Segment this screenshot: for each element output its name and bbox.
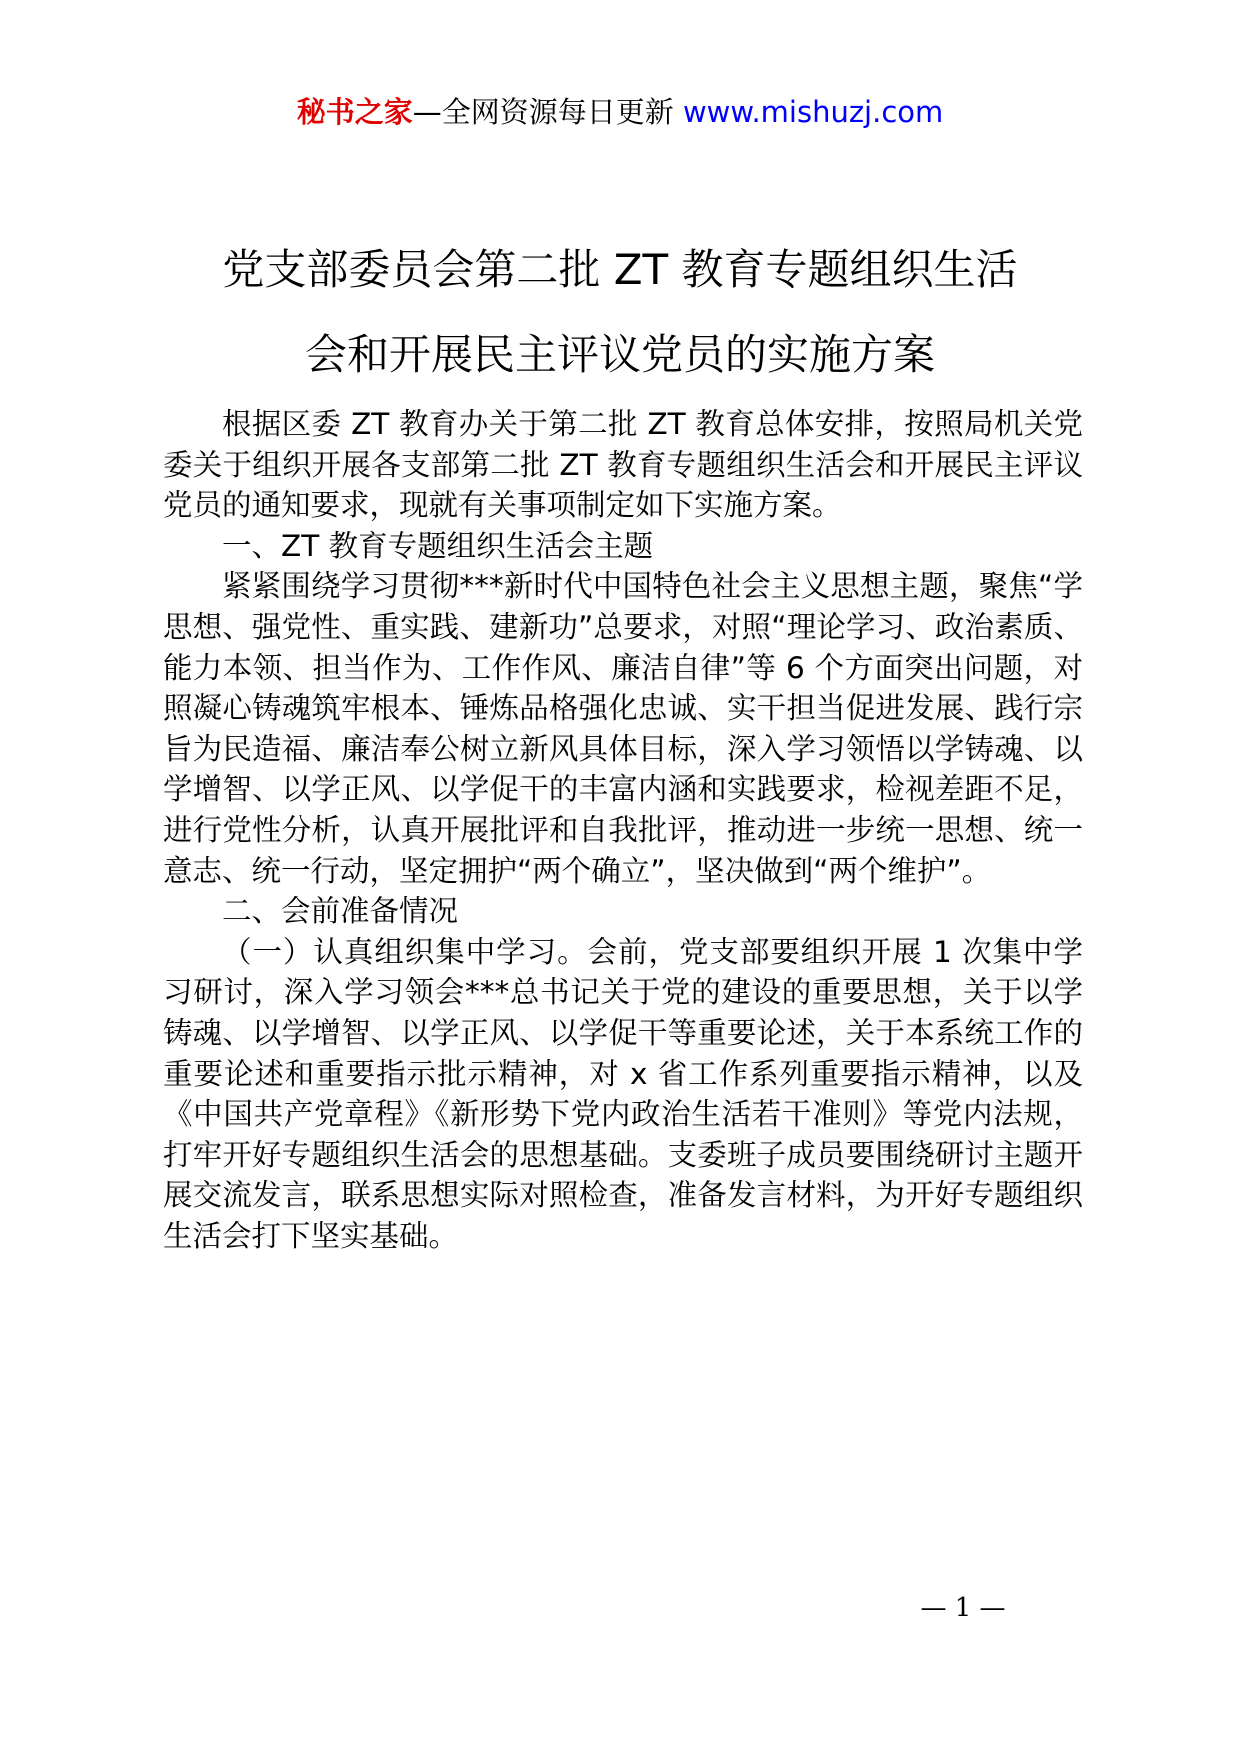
page-number: — 1 —: [920, 1593, 1006, 1623]
site-brand: 秘书之家: [296, 95, 413, 129]
section-heading-1: 一、ZT 教育专题组织生活会主题: [222, 528, 654, 563]
site-header: [0, 92, 1240, 132]
site-tagline: —全网资源每日更新: [412, 95, 683, 129]
site-url[interactable]: www.mishuzj.com: [682, 95, 944, 129]
document-title-line-2: 会和开展民主评议党员的实施方案: [304, 330, 935, 379]
document-title-line-1: 党支部委员会第二批 ZT 教育专题组织生活: [222, 245, 1018, 294]
section-1-paragraph: 紧紧围绕学习贯彻***新时代中国特色社会主义思想主题，聚焦“学思想、强党性、重实践、建新功”总要求，对照“理论学习、政治素质、能力本领、担当作为、工作作风、廉洁自律”等 6 个方面突出问题，对照凝心铸魂筑牢根本、锤炼品格强化忠诚、实干担当促进发展、践行宗旨为民造福、廉洁奉公树立新风具体目标，深入学习领悟以学铸魂、以学增智、以学正风、以学促干的丰富内涵和实践要求，检视差距不足，进行党性分析，认真开展批评和自我批评，推动进一步统一思想、统一意志、统一行动，坚定拥护“两个确立”，坚决做到“两个维护”。: [163, 569, 1083, 888]
document-body: [163, 404, 1083, 1256]
intro-paragraph: 根据区委 ZT 教育办关于第二批 ZT 教育总体安排，按照局机关党委关于组织开展各支部第二批 ZT 教育专题组织生活会和开展民主评议党员的通知要求，现就有关事项制定如下实施方案。: [163, 407, 1083, 523]
section-heading-2: 二、会前准备情况: [222, 894, 459, 929]
section-2-paragraph: （一）认真组织集中学习。会前，党支部要组织开展 1 次集中学习研讨，深入学习领会***总书记关于党的建设的重要思想，关于以学铸魂、以学增智、以学正风、以学促干等重要论述，关于本系统工作的重要论述和重要指示批示精神，对 x 省工作系列重要指示精神，以及《中国共产党章程》《新形势下党内政治生活若干准则》等党内法规，打牢开好专题组织生活会的思想基础。支委班子成员要围绕研讨主题开展交流发言，联系思想实际对照检查，准备发言材料，为开好专题组织生活会打下坚实基础。: [163, 934, 1083, 1253]
